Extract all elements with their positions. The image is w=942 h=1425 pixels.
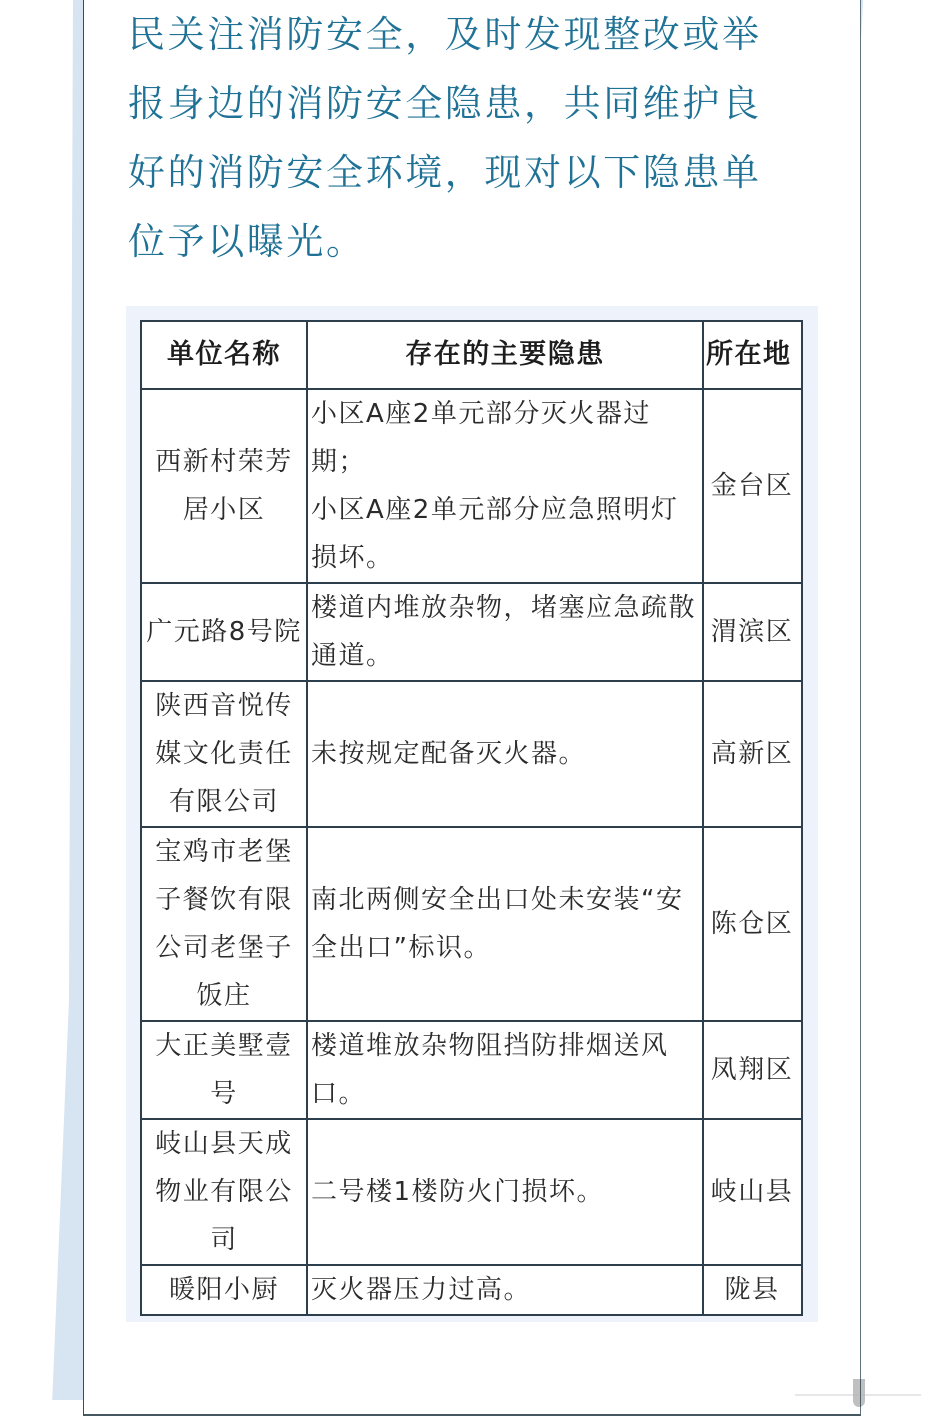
table-row — [141, 583, 802, 681]
hazard-line: 未按规定配备灭火器。 — [311, 739, 587, 769]
hazard-line: 小区A座2单元部分灭火器过期； — [311, 399, 651, 477]
cell-unit-name: 陕西音悦传媒文化责任有限公司 — [141, 681, 307, 827]
hazard-line: 楼道内堆放杂物，堵塞应急疏散通道。 — [311, 593, 697, 671]
cell-hazard — [307, 681, 703, 827]
cell-unit-name: 西新村荣芳居小区 — [141, 389, 307, 583]
header-main-hazard: 存在的主要隐患 — [307, 321, 703, 389]
hazard-table — [140, 320, 803, 1316]
cell-unit-name: 宝鸡市老堡子餐饮有限公司老堡子饭庄 — [141, 827, 307, 1021]
hazard-line: 灭火器压力过高。 — [311, 1275, 532, 1305]
cell-hazard — [307, 1265, 703, 1315]
intro-line: 民关注消防安全，及时发现整改或举 — [128, 13, 762, 56]
hazard-line: 二号楼1楼防火门损坏。 — [311, 1177, 605, 1207]
cell-location: 高新区 — [703, 681, 802, 827]
header-unit-name: 单位名称 — [141, 321, 307, 389]
cell-location: 陇县 — [703, 1265, 802, 1315]
table-row — [141, 1021, 802, 1119]
cell-unit-name: 暖阳小厨 — [141, 1265, 307, 1315]
intro-line: 报身边的消防安全隐患，共同维护良 — [128, 82, 762, 125]
watermark — [793, 1377, 923, 1411]
cell-hazard — [307, 389, 703, 583]
cell-hazard — [307, 827, 703, 1021]
cell-hazard — [307, 583, 703, 681]
header-location: 所在地 — [703, 321, 802, 389]
hazard-line: 南北两侧安全出口处未安装“安全出口”标识。 — [311, 885, 684, 963]
table-row — [141, 1265, 802, 1315]
table-row — [141, 827, 802, 1021]
cell-hazard — [307, 1119, 703, 1265]
cell-unit-name: 大正美墅壹号 — [141, 1021, 307, 1119]
intro-line: 好的消防安全环境，现对以下隐患单 — [128, 151, 762, 194]
intro-line: 位予以曝光。 — [128, 220, 366, 263]
table-row — [141, 389, 802, 583]
cell-unit-name: 岐山县天成物业有限公司 — [141, 1119, 307, 1265]
table-row — [141, 681, 802, 827]
hazard-line: 楼道堆放杂物阻挡防排烟送风口。 — [311, 1031, 669, 1109]
cell-location: 陈仓区 — [703, 827, 802, 1021]
cell-location: 凤翔区 — [703, 1021, 802, 1119]
cell-unit-name: 广元路8号院 — [141, 583, 307, 681]
cell-location: 金台区 — [703, 389, 802, 583]
watermark-mark-icon — [853, 1379, 865, 1407]
cell-location: 岐山县 — [703, 1119, 802, 1265]
cell-location: 渭滨区 — [703, 583, 802, 681]
cell-hazard — [307, 1021, 703, 1119]
hazard-line: 小区A座2单元部分应急照明灯损坏。 — [311, 495, 679, 573]
table-header-row — [141, 321, 802, 389]
table-row — [141, 1119, 802, 1265]
intro-paragraph — [128, 0, 828, 276]
hazard-table-container — [126, 306, 818, 1322]
